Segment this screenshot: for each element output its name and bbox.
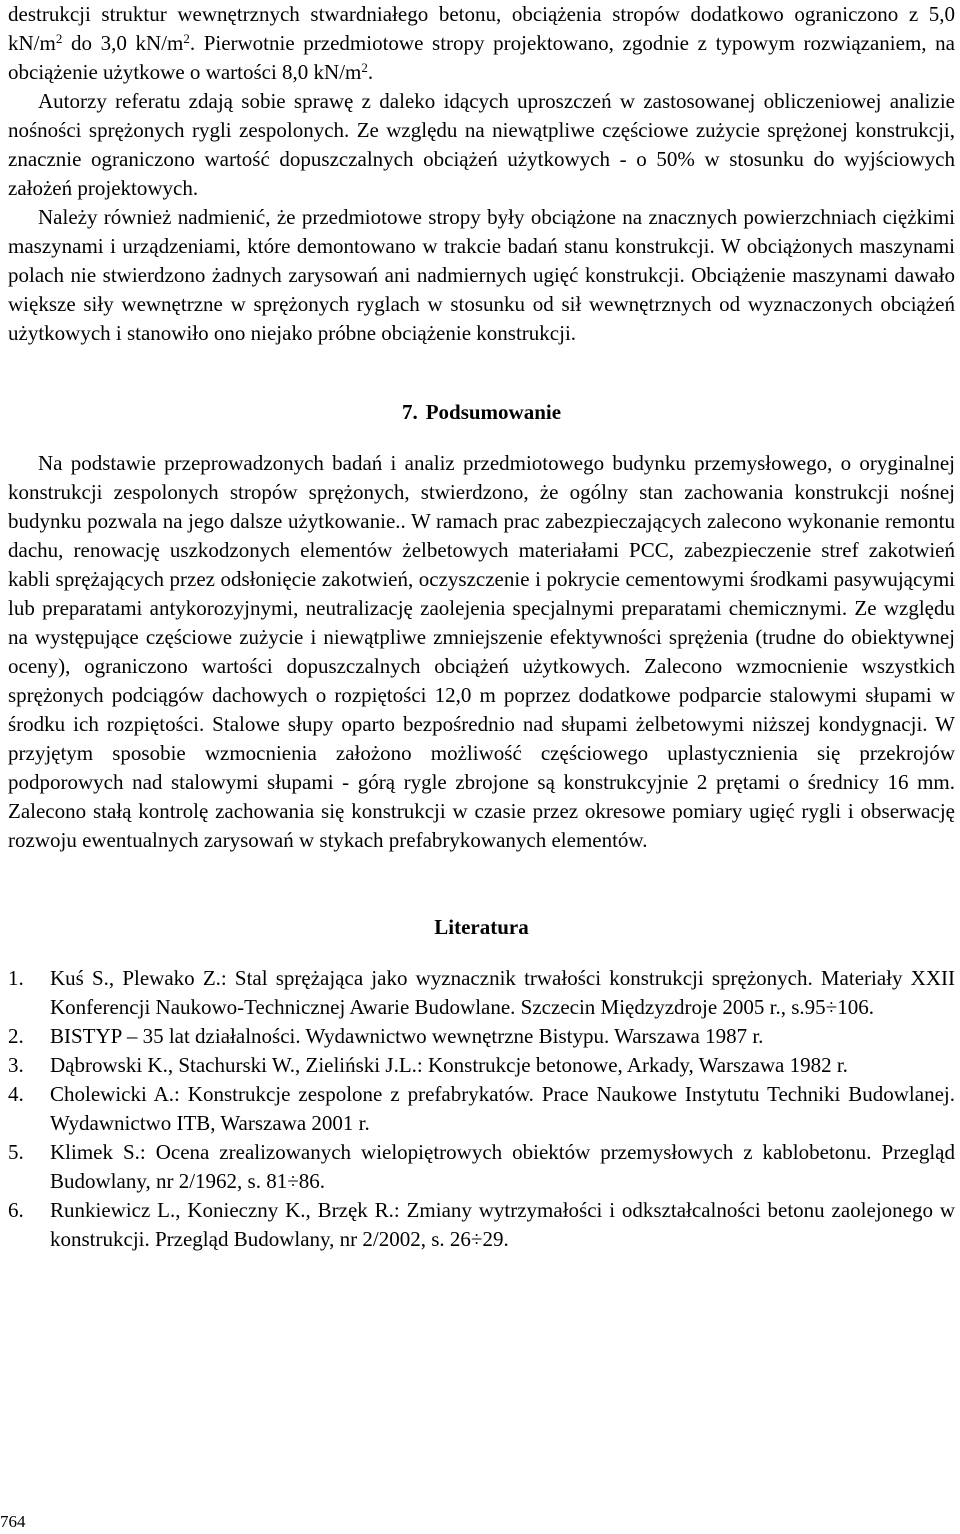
section-title: Podsumowanie: [425, 400, 562, 424]
reference-item: [8, 1051, 955, 1080]
paragraph-machine-loads: Należy również nadmienić, że przedmiotowe stropy były obciążone na znacznych powierzchniach ciężkimi maszynami i urządzeniami, które demontowano w trakcie badań stanu konstrukcji. W obciążonych maszynami polach nie stwierdzono żadnych zarysowań ani nadmiernych ugięć konstrukcji. Obciążenie maszynami dawało większe siły wewnętrzne w sprężonych ryglach w stosunku od sił wewnętrznych od wyznaczonych obciążeń użytkowych i stanowiło ono niejako próbne obciążenie konstrukcji.: [8, 205, 955, 345]
reference-number: 6.: [8, 1198, 24, 1222]
section-number: 7.: [401, 400, 418, 424]
top-paragraph-text-a: destrukcji struktur wewnętrznych stwardniałego betonu, obciążenia stropów dodatkowo ograniczono z 5,0 kN/m: [8, 2, 955, 55]
section-heading-summary: [8, 398, 955, 427]
summary-paragraph: Na podstawie przeprowadzonych badań i analiz przedmiotowego budynku przemysłowego, o oryginalnej konstrukcji zespolonych stropów sprężonych, stwierdzono, że ogólny stan zachowania konstrukcji nośnej budynku pozwala na jego dalsze użytkowanie.. W ramach prac zabezpieczających zalecono wykonanie remontu dachu, renowację uszkodzonych elementów żelbetowych materiałami PCC, zabezpieczenie stref zakotwień kabli sprężających przez odsłonięcie zakotwień, oczyszczenie i pokrycie cementowymi środkami pasywującymi lub preparatami antykorozyjnymi, neutralizację zaolejenia specjalnymi preparatami chemicznymi. Ze względu na występujące częściowe zużycie i niewątpliwe zmniejszenie efektywności sprężenia (trudne do obiektywnej oceny), ograniczono wartości dopuszczalnych obciążeń użytkowych. Zalecono wzmocnienie wszystkich sprężonych podciągów dachowych o rozpiętości 12,0 m poprzez dodatkowe podparcie stalowymi słupami w środku ich rozpiętości. Stalowe słupy oparto bezpośrednio nad słupami żelbetowymi niższej kondygnacji. W przyjętym sposobie wzmocnienia założono możliwość częściowego uplastycznienia się przekrojów podporowych nad stalowymi słupami - górą rygle zbrojone są konstrukcyjnie 2 prętami o średnicy 16 mm. Zalecono stałą kontrolę zachowania się konstrukcji w czasie przez okresowe pomiary ugięć rygli i obserwację rozwoju ewentualnych zarysowań w stykach prefabrykowanych elementów.: [8, 451, 955, 852]
reference-number: 3.: [8, 1053, 24, 1077]
page-content: [8, 0, 955, 1254]
spacer: [8, 942, 955, 964]
reference-text: BISTYP – 35 lat działalności. Wydawnictwo wewnętrzne Bistypu. Warszawa 1987 r.: [50, 1024, 764, 1048]
reference-item: [8, 1022, 955, 1051]
reference-item: [8, 1080, 955, 1138]
superscript-exponent: 2: [55, 31, 63, 46]
section-heading-literature: Literatura: [434, 915, 529, 939]
reference-text: Kuś S., Plewako Z.: Stal sprężająca jako wyznacznik trwałości konstrukcji sprężonych. Materiały XXII Konferencji Naukowo-Technicznej Awarie Budowlane. Szczecin Międzyzdroje 2005 r., s.95÷106.: [50, 966, 955, 1019]
reference-number: 5.: [8, 1140, 24, 1164]
reference-number: 2.: [8, 1024, 24, 1048]
reference-item: [8, 1138, 955, 1196]
superscript-exponent: 2: [183, 31, 190, 46]
reference-text: Runkiewicz L., Konieczny K., Brzęk R.: Zmiany wytrzymałości i odkształcalności betonu zaolejonego w konstrukcji. Przegląd Budowlany, nr 2/2002, s. 26÷29.: [50, 1198, 955, 1251]
reference-text: Dąbrowski K., Stachurski W., Zieliński J.L.: Konstrukcje betonowe, Arkady, Warszawa 1982 r.: [50, 1053, 848, 1077]
reference-text: Cholewicki A.: Konstrukcje zespolone z prefabrykatów. Prace Naukowe Instytutu Techniki Budowlanej. Wydawnictwo ITB, Warszawa 2001 r.: [50, 1082, 955, 1135]
reference-item: [8, 1196, 955, 1254]
top-paragraph-text-b: do 3,0 kN/m: [62, 31, 184, 55]
page-number: 764: [0, 1512, 26, 1531]
spacer: [8, 348, 955, 398]
top-paragraph-text-d: .: [367, 60, 374, 84]
top-paragraph: [8, 0, 955, 87]
reference-text: Klimek S.: Ocena zrealizowanych wielopiętrowych obiektów przemysłowych z kablobetonu. Przegląd Budowlany, nr 2/1962, s. 81÷86.: [50, 1140, 955, 1193]
reference-number: 1.: [8, 966, 24, 990]
top-paragraph-text-c: . Pierwotnie przedmiotowe stropy projektowano, zgodnie z typowym rozwiązaniem, na obciążenie użytkowe o wartości 8,0 kN/m: [8, 31, 955, 84]
paragraph-authors-note: Autorzy referatu zdają sobie sprawę z daleko idących uproszczeń w zastosowanej obliczeniowej analizie nośności sprężonych rygli zespolonych. Ze względu na niewątpliwe częściowe zużycie sprężonej konstrukcji, znacznie ograniczono wartość dopuszczalnych obciążeń użytkowych - o 50% w stosunku do wyjściowych założeń projektowych.: [8, 89, 955, 200]
spacer: [8, 427, 955, 449]
superscript-exponent: 2: [361, 60, 368, 75]
spacer: [8, 855, 955, 913]
reference-item: [8, 964, 955, 1022]
reference-number: 4.: [8, 1082, 24, 1106]
reference-list: [8, 964, 955, 1254]
